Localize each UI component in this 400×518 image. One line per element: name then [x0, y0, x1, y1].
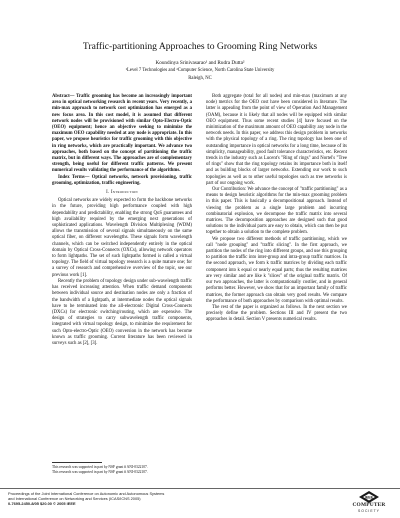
footnote-divider: [52, 462, 102, 463]
right-column: [206, 94, 347, 324]
computer-society-logo: [343, 491, 395, 516]
paper-title: Traffic-partitioning Approaches to Grooming Ring Networks: [82, 41, 318, 52]
proceedings-footer: [8, 491, 308, 506]
logo-line: COMPUTER: [352, 502, 386, 508]
svg-text:IEEE: IEEE: [364, 495, 374, 500]
logo-line: SOCIETY: [358, 508, 380, 513]
footnote: This research was supported in part by NSF grant # ANI-0322107.: [52, 470, 148, 474]
intro-paragraph: Optical networks are widely expected to form the backbone networks in the future, providing high performance coupled with high dependability and predictability, enabling the strong QoS guarantees and high availability required by the emerging next generations of sophisticated applications. Wavelength Division Multiplexing (WDM) allows the transmission of several signals simultaneously on the same optical fiber, on different wavelengths. These signals form wavelength channels, which can be switched independently entirely in the optical domain by Optical Cross-Connects (OXCs), allowing network operators to form lightpaths. The set of such lightpaths formed is called a virtual topology. The field of virtual topology research is a quite mature one; for a survey of research and comprehensive overview of the topic, see our previous work [1].: [52, 198, 192, 278]
footnotes: [52, 465, 192, 475]
body-paragraph: The rest of the paper is organized as follows. In the next section we precisely define the problem. Sections III and IV present the two approaches in detail. Section V presents numerical results.: [206, 304, 347, 323]
footer-divider: [0, 488, 400, 489]
author-affiliation: ¹Level 7 Technologies and ²Computer Science, North Carolina State University: [125, 68, 275, 73]
proceedings-line: and International Conference on Networking and Services (ICAS/ICNS 2005): [8, 496, 141, 501]
abstract: Abstract— Traffic grooming has become an increasingly important area in optical networking research in recent years. Very recently, a min-max approach to network cost optimization has emerged as a new focus area. In this cost model, it is assumed that different network nodes will be provisioned with similar Opto-Electro-Optic (OEO) equipment; hence an objective seeking to minimize the maximum OEO capability needed at any node is appropriate. In this paper, we propose heuristics for traffic grooming with this objective in ring networks, which are practically important. We advance two approaches, both based on the concept of partitioning the traffic matrix, but in different ways. The approaches are of complementary strength, being useful for different traffic patterns. We present numerical results validating the performance of the algorithms.: [52, 94, 192, 174]
body-paragraph: We propose two different methods of traffic partitioning, which we call "node grouping" and "traffic slicing". In the first approach, we partition the nodes of the ring into different groups, and use this grouping to partition the traffic into inter-group and intra-group traffic matrices. In the second approach, we form k traffic matrices by dividing each traffic component into k equal or nearly equal parts; thus the resulting matrices are very similar and are like k "slices" of the original traffic matrix. Of our two approaches, the latter is computationally costlier, and in general performs better. However, we show that for an important family of traffic matrices, the former approach can obtain very good results. We compare the performance of both approaches by comparison with optimal results.: [206, 236, 347, 304]
logo-wordmark: [343, 503, 395, 513]
contribution-paragraph: Our Contribution: We advance the concept of "traffic partitioning" as a means to design heuristic algorithms for the min-max grooming problem in this paper. This is basically a decompositional approach. Instead of viewing the problem as a single large problem and incurring combinatorial explosion, we decompose the traffic matrix into several matrices. The decomposition approaches are designed such that good solutions to the individual parts are easy to obtain, which can then be put together to obtain a solution to the complete problem.: [206, 187, 347, 236]
footnote: This research was supported in part by NSF grant # ANI-0322107.: [52, 465, 148, 469]
proceedings-line: Proceedings of the Joint International Conference on Autonomic and Autonomous Systems: [8, 491, 165, 496]
isbn-line: 0-7695-2450-8/05 $20.00 © 2005 IEEE: [8, 501, 76, 506]
intro-paragraph: Recently the problem of topology design under sub-wavelength traffic has received increasing attention. When traffic demand components between individual source and destination nodes are only a fraction of the bandwidth of a lightpath, at intermediate nodes the optical signals have to be terminated into the all-electronic Digital Cross-Connects (DXCs) for electronic switching/routing, which are expensive. The design of strategies to carry subwavelength traffic components, integrated with virtual topology design, to minimize the requirement for such Opto-electro-Optic (OEO) conversion in the network has become known as traffic grooming. Current literature has been reviewed in surveys such as [2], [3].: [52, 278, 192, 346]
left-column: [52, 94, 192, 347]
paper-authors: Koundinya Srinivasarao¹ and Rudra Dutta²: [155, 60, 245, 66]
author-location: Raleigh, NC: [188, 76, 212, 81]
body-paragraph: Both aggregate (total for all nodes) and min-max (maximum at any node) metrics for the OEO cost have been considered in literature. The latter is appealing from the point of view of Operation And Management (OAM), because it is likely that all nodes will be equipped with similar OEO equipment. Thus some recent studies [4] have focused on the minimization of the maximum amount of OEO capability any node in the network needs. In this paper, we address this design problem in networks with the physical topology of a ring. The ring topology has been one of outstanding importance in optical networks for a long time, because of its simplicity, manageability, good fault tolerance characteristics, etc. Recent trends in the industry such as Lucent's "Ring of rings" and Nortel's "Tree of rings" show that the ring topology retains its importance both in itself and as building blocks of larger networks. Extending our work to such topologies as well as to other useful topologies such as tree networks is part of our ongoing work.: [206, 94, 347, 186]
section-heading-introduction: I. Introduction: [106, 190, 138, 196]
index-terms: Index Terms— Optical networks, network provisioning, traffic grooming, optimization, traffic engineering.: [52, 174, 192, 186]
